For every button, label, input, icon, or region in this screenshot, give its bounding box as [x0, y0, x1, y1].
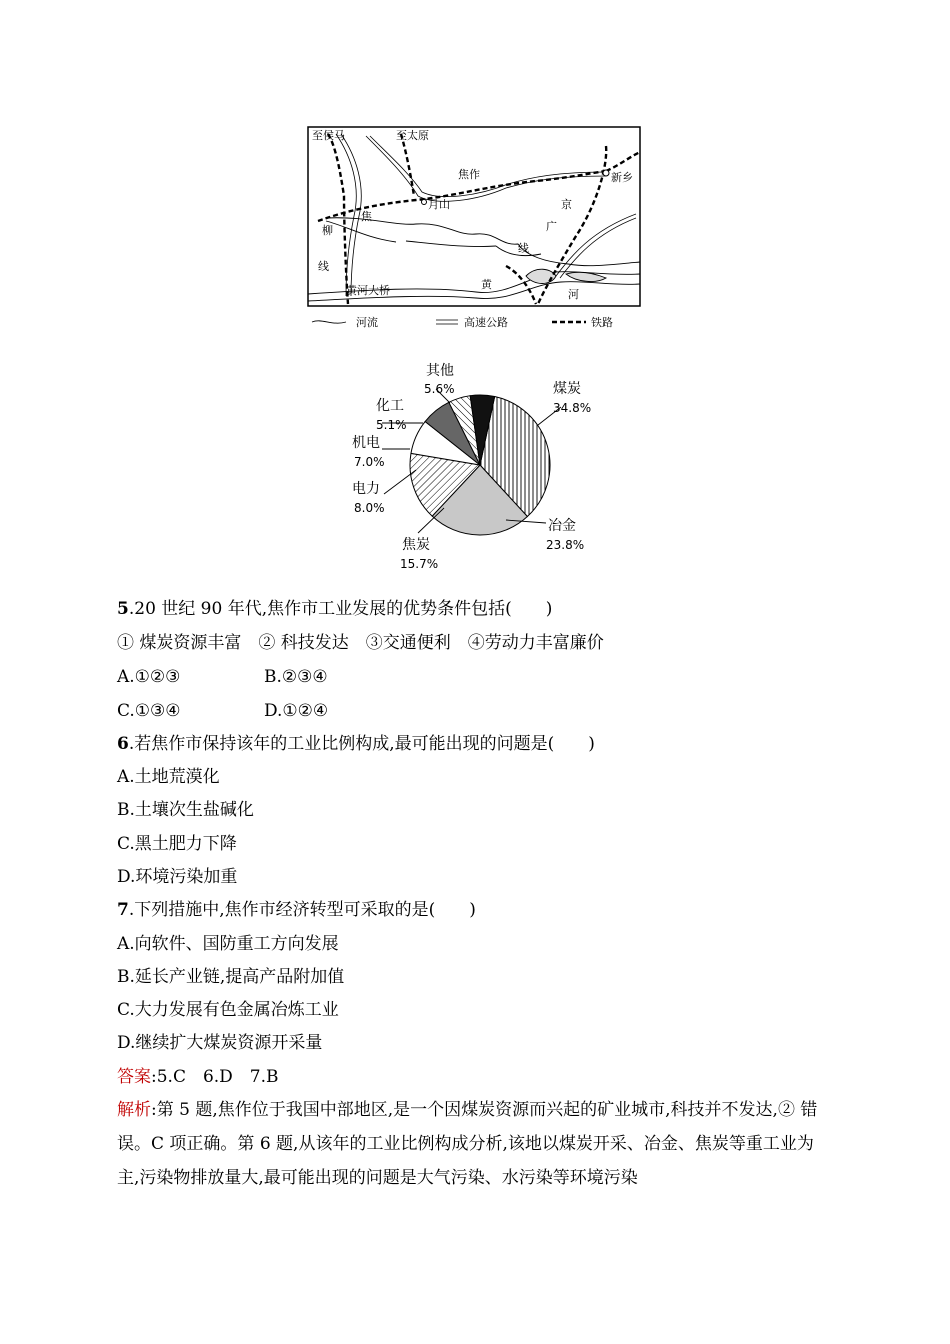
map-legend [312, 315, 613, 329]
q7-stem-text: .下列措施中,焦作市经济转型可采取的是( ) [128, 900, 476, 920]
label-xian-jg: 线 [518, 242, 529, 255]
q7-option-c: C.大力发展有色金属冶炼工业 [117, 1000, 339, 1020]
q5-stem-text: .20 世纪 90 年代,焦作市工业发展的优势条件包括( ) [128, 599, 553, 619]
value-coke: 15.7% [400, 557, 439, 571]
q7-option-d: D.继续扩大煤炭资源开采量 [117, 1033, 323, 1053]
q5-option-d: D.①②④ [264, 701, 329, 721]
q7-number: 7 [117, 900, 129, 920]
label-taiyuan: 至太原 [396, 129, 429, 142]
label-coal: 煤炭 [553, 381, 581, 397]
label-other: 其他 [426, 363, 454, 379]
q7-option-b: B.延长产业链,提高产品附加值 [117, 967, 345, 987]
label-power: 电力 [352, 481, 380, 497]
label-jiaozuo: 焦作 [458, 168, 480, 181]
label-he: 河 [568, 288, 579, 301]
label-jing: 京 [561, 198, 572, 211]
label-machinery: 机电 [352, 435, 380, 451]
q7-stem [117, 899, 476, 921]
label-houma: 至侯马 [312, 129, 345, 142]
value-other: 5.6% [424, 382, 455, 396]
industry-structure-pie [340, 355, 610, 577]
value-power: 8.0% [354, 501, 385, 515]
q5-items: ① 煤炭资源丰富 ② 科技发达 ③交通便利 ④劳动力丰富廉价 [117, 633, 604, 653]
analysis-label: 解析 [117, 1100, 151, 1120]
q6-option-b: B.土壤次生盐碱化 [117, 800, 254, 820]
answer-text: :5.C 6.D 7.B [151, 1067, 279, 1087]
q5-stem [117, 598, 552, 620]
pie-slices [410, 395, 550, 535]
label-metallurgy: 冶金 [548, 518, 576, 534]
label-jiao: 焦 [361, 210, 372, 223]
analysis-text: :第 5 题,焦作位于我国中部地区,是一个因煤炭资源而兴起的矿业城市,科技并不发达,② 错误。C 项正确。第 6 题,从该年的工业比例构成分析,该地以煤炭开采、冶金、焦炭等重工业为主,污染物排放量大,最可能出现的问题是大气污染、水污染等环境污染 [117, 1100, 818, 1188]
q5-option-a: A.①②③ [117, 667, 181, 687]
value-chemical: 5.1% [376, 418, 407, 432]
value-metallurgy: 23.8% [546, 538, 585, 552]
jiaozuo-location-map [306, 126, 642, 336]
label-xinxiang: 新乡 [611, 171, 633, 184]
value-machinery: 7.0% [354, 455, 385, 469]
label-chemical: 化工 [376, 398, 404, 414]
q5-option-c: C.①③④ [117, 701, 181, 721]
answer-line [117, 1066, 279, 1088]
q6-stem [117, 733, 595, 755]
legend-highway: 高速公路 [464, 316, 508, 329]
label-liu: 柳 [322, 224, 333, 237]
legend-railway: 铁路 [591, 316, 613, 329]
q7-option-a: A.向软件、国防重工方向发展 [117, 934, 339, 954]
label-guang: 广 [546, 220, 557, 233]
legend-river: 河流 [356, 316, 378, 329]
label-bridge: 黄河大桥 [346, 284, 390, 297]
label-coke: 焦炭 [402, 537, 430, 553]
analysis-paragraph [117, 1093, 829, 1195]
q6-number: 6 [117, 734, 129, 754]
q5-number: 5 [117, 599, 129, 619]
q6-stem-text: .若焦作市保持该年的工业比例构成,最可能出现的问题是( ) [128, 734, 595, 754]
value-coal: 34.8% [553, 401, 592, 415]
label-huang: 黄 [481, 278, 492, 291]
q6-option-d: D.环境污染加重 [117, 867, 238, 887]
label-yueshan: 月山 [428, 198, 450, 211]
q5-option-b: B.②③④ [264, 667, 328, 687]
label-xian-jl: 线 [318, 260, 329, 273]
answer-label: 答案 [117, 1067, 151, 1087]
q6-option-a: A.土地荒漠化 [117, 767, 220, 787]
q6-option-c: C.黑土肥力下降 [117, 834, 237, 854]
